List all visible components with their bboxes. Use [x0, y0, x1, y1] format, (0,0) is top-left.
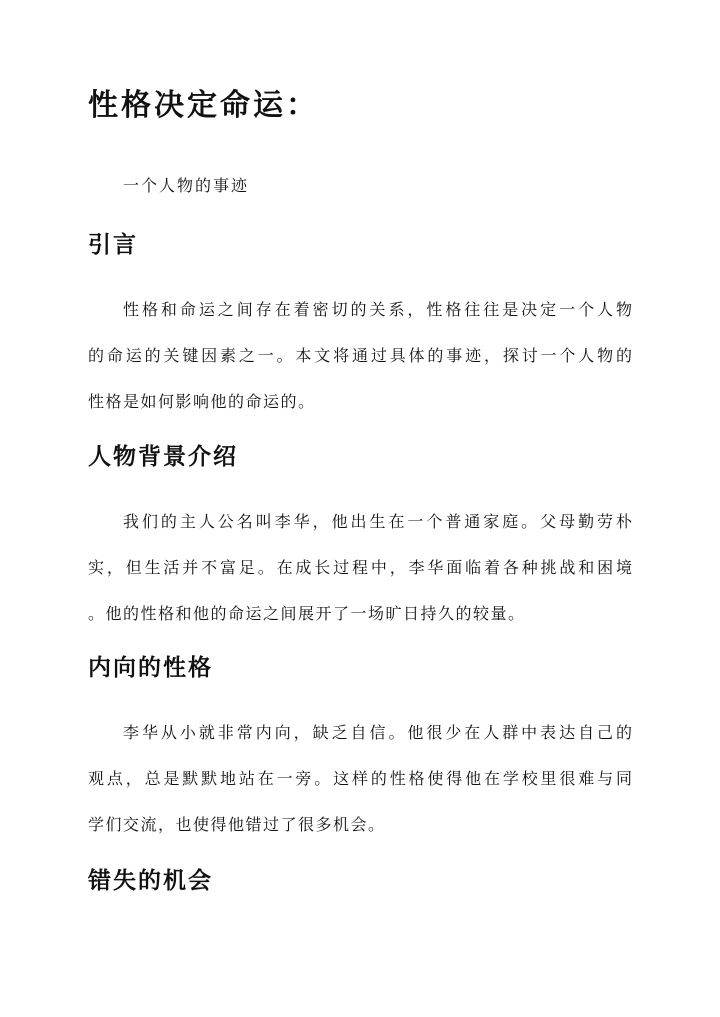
section-heading-introduction: 引言	[88, 231, 138, 258]
paragraph-line: 。他的性格和他的命运之间展开了一场旷日持久的较量。	[88, 604, 526, 623]
section-paragraph-introverted-personality	[88, 710, 632, 848]
paragraph-line: 的命运的关键因素之一。本文将通过具体的事迹，探讨一个人物的	[88, 346, 632, 365]
document-subtitle: 一个人物的事迹	[123, 176, 250, 195]
section-heading-introverted-personality: 内向的性格	[88, 654, 213, 681]
section-heading-missed-opportunities: 错失的机会	[88, 867, 213, 894]
paragraph-line: 学们交流，也使得他错过了很多机会。	[88, 815, 386, 834]
paragraph-line: 观点，总是默默地站在一旁。这样的性格使得他在学校里很难与同	[88, 769, 632, 788]
document-title: 性格决定命运：	[88, 88, 319, 123]
section-paragraph-introduction	[88, 287, 632, 425]
paragraph-line: 李华从小就非常内向，缺乏自信。他很少在人群中表达自己的	[123, 723, 632, 742]
paragraph-line: 实，但生活并不富足。在成长过程中，李华面临着各种挑战和困境	[88, 558, 632, 577]
paragraph-line: 我们的主人公名叫李华，他出生在一个普通家庭。父母勤劳朴	[123, 512, 632, 531]
section-paragraph-background	[88, 499, 632, 637]
paragraph-line: 性格是如何影响他的命运的。	[88, 392, 316, 411]
section-heading-background: 人物背景介绍	[88, 443, 238, 470]
paragraph-line: 性格和命运之间存在着密切的关系，性格往往是决定一个人物	[123, 300, 632, 319]
